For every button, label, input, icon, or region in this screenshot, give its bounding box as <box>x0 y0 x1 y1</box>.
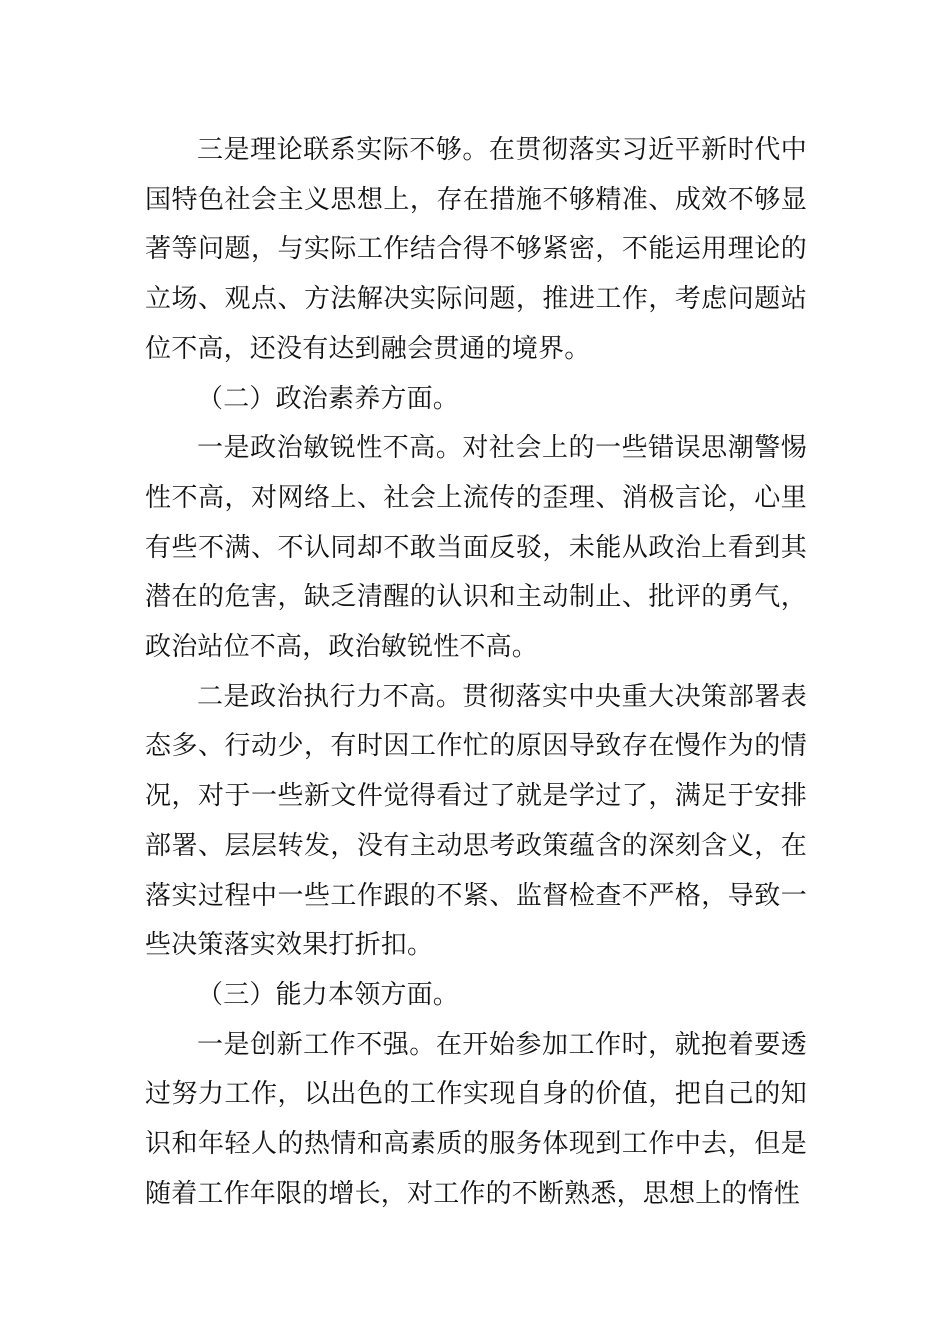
section-heading-capability: （三）能力本领方面。 <box>197 979 460 1010</box>
paragraph-political-sensitivity: 一是政治敏锐性不高。对社会上的一些错误思潮警惕性不高，对网络上、社会上流传的歪理、消极言论，心里有些不满、不认同却不敢当面反驳，未能从政治上看到其潜在的危害，缺乏清醒的认识和主动制止、批评的勇气，政治站位不高，政治敏锐性不高。 <box>145 433 807 663</box>
section-heading-political-quality: （二）政治素养方面。 <box>197 383 460 414</box>
paragraph-political-execution: 二是政治执行力不高。贯彻落实中央重大决策部署表态多、行动少，有时因工作忙的原因导致存在慢作为的情况，对于一些新文件觉得看过了就是学过了，满足于安排部署、层层转发，没有主动思考政策蕴含的深刻含义，在落实过程中一些工作跟的不紧、监督检查不严格，导致一些决策落实效果打折扣。 <box>145 681 807 961</box>
document-body <box>145 126 807 1219</box>
paragraph-innovation: 一是创新工作不强。在开始参加工作时，就抱着要透过努力工作，以出色的工作实现自身的价值，把自己的知识和年轻人的热情和高素质的服务体现到工作中去，但是随着工作年限的增长，对工作的不断熟悉，思想上的惰性 <box>145 1029 807 1209</box>
paragraph-theory-practice: 三是理论联系实际不够。在贯彻落实习近平新时代中国特色社会主义思想上，存在措施不够精准、成效不够显著等问题，与实际工作结合得不够紧密，不能运用理论的立场、观点、方法解决实际问题，推进工作，考虑问题站位不高，还没有达到融会贯通的境界。 <box>145 135 807 364</box>
